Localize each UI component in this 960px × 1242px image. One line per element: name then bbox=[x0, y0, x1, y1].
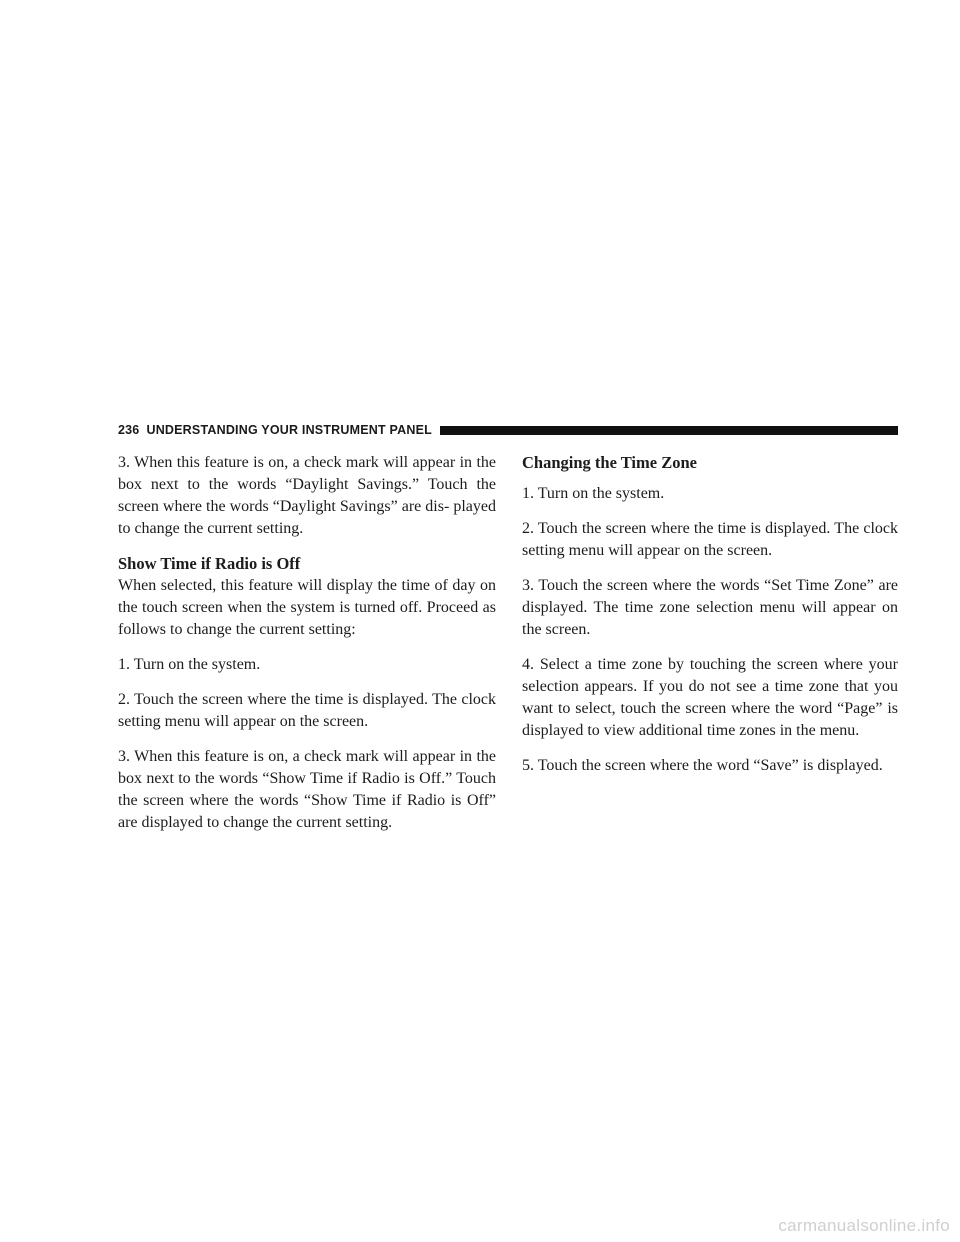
paragraph: When selected, this feature will display the time of day on the touch screen when the system is turned off. Proceed as follows to change the current setting: bbox=[118, 577, 496, 638]
step-item: 4. Select a time zone by touching the screen where your selection appears. If you do not see a time zone that you want to select, touch the screen where the word “Page” is displayed to view additional time zones in the menu. bbox=[522, 656, 898, 739]
paragraph: 3. When this feature is on, a check mark will appear in the box next to the words “Daylight Savings.” Touch the screen where the words “Daylight Savings” are dis- played to change the current setting. bbox=[118, 454, 496, 537]
left-column bbox=[118, 452, 496, 847]
right-column bbox=[522, 452, 898, 790]
header-rule bbox=[440, 426, 898, 435]
page-number: 236 bbox=[118, 423, 140, 437]
subsection-heading-show-time: Show Time if Radio is Off bbox=[118, 554, 301, 573]
step-item: 2. Touch the screen where the time is displayed. The clock setting menu will appear on the screen. bbox=[118, 691, 496, 730]
page-header bbox=[118, 423, 898, 437]
step-item: 1. Turn on the system. bbox=[118, 656, 261, 673]
step-item: 3. When this feature is on, a check mark will appear in the box next to the words “Show Time if Radio is Off.” Touch the screen where the words “Show Time if Radio is Off” are displayed to change the current setting. bbox=[118, 748, 496, 831]
step-item: 5. Touch the screen where the word “Save” is displayed. bbox=[522, 757, 883, 774]
step-item: 1. Turn on the system. bbox=[522, 485, 665, 502]
subsection-heading-time-zone: Changing the Time Zone bbox=[522, 453, 697, 472]
step-item: 3. Touch the screen where the words “Set Time Zone” are displayed. The time zone selection menu will appear on the screen. bbox=[522, 577, 898, 638]
watermark: carmanualsonline.info bbox=[778, 1216, 950, 1235]
section-title: UNDERSTANDING YOUR INSTRUMENT PANEL bbox=[146, 423, 432, 437]
step-item: 2. Touch the screen where the time is displayed. The clock setting menu will appear on the screen. bbox=[522, 520, 898, 559]
